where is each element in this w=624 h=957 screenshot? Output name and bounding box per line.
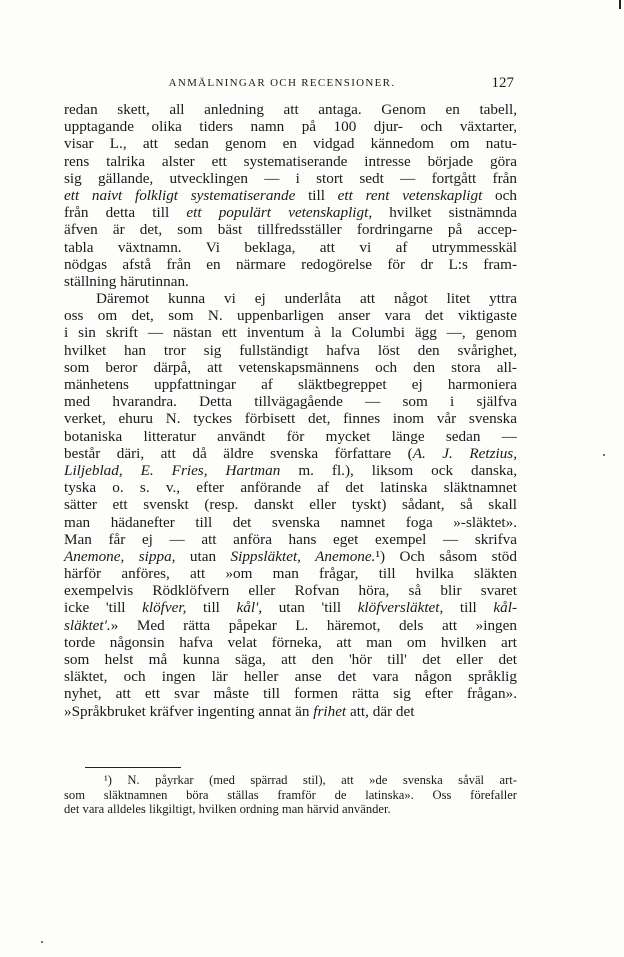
scan-speck (603, 454, 605, 456)
text-run: släktet, och ingen lär heller anse det vara någon språklig (64, 668, 517, 686)
text-line (64, 393, 517, 410)
text-run: nyhet, att ett svar måste till formen rätta sig efter frågan». (64, 685, 517, 703)
text-line (64, 153, 517, 170)
text-run: man hädanefter till det svenska namnet foga »-släktet». (64, 513, 517, 531)
footnote-line (64, 773, 517, 788)
text-line (64, 324, 517, 341)
page-number: 127 (491, 75, 514, 91)
text-run: som helst må kunna säga, att den 'hör till' det eller det (64, 651, 517, 668)
text-line (64, 135, 517, 152)
text-line (64, 445, 517, 462)
text-run: består däri, att då äldre svenska författare ( (64, 444, 413, 462)
text-run: » Med rätta påpekar L. häremot, dels att »ingen (110, 616, 517, 634)
text-run: till (295, 186, 338, 204)
italic-text: släktet'. (64, 616, 111, 634)
text-line (64, 187, 517, 204)
text-line (64, 359, 517, 376)
text-run: och (482, 186, 517, 204)
text-run: ¹) Och såsom stöd (375, 547, 517, 565)
running-head: ANMÄLNINGAR OCH RECENSIONER. (168, 77, 396, 89)
italic-text: A. J. Retzius, (412, 444, 517, 462)
text-line (64, 290, 517, 307)
text-line (64, 170, 517, 187)
text-run: ¹) N. påyrkar (med spärrad stil), att »de svenska såväl art- (104, 773, 517, 787)
text-run: mänhetens uppfattningar af släktbegreppet ej harmoniera (64, 376, 517, 393)
text-line (64, 221, 517, 238)
text-line (64, 496, 517, 513)
text-line (64, 668, 517, 685)
text-run: till (186, 599, 237, 617)
text-run: sig gällande, utvecklingen — i stort sedt — fortgått från (64, 169, 517, 187)
text-run: oss om det, som N. uppenbarligen anser vara det viktigaste (64, 307, 517, 325)
text-run: upptagande olika tiders namn på 100 djur- och växtarter, (64, 118, 517, 136)
text-line (64, 565, 517, 582)
text-line (64, 410, 517, 427)
italic-text: klöfversläktet, (357, 599, 444, 617)
text-line (64, 617, 517, 634)
italic-text: ett naivt folkligt systematiserande (64, 186, 296, 204)
text-run: äfven är det, som bäst tillfredsställer fordringarne på accep- (64, 221, 517, 239)
italic-text: Sippsläktet, Anemone. (230, 547, 376, 565)
scan-speck (41, 941, 43, 943)
text-line (64, 634, 517, 651)
text-run: torde någonsin hafva velat förneka, att man om hvilken art (64, 633, 517, 651)
text-run: som släktnamnen böra ställas framför de latinska». Oss förefaller (64, 787, 517, 802)
footnote-divider (85, 767, 181, 768)
text-line (64, 703, 517, 720)
text-run: hvilket sistnämnda (372, 204, 517, 222)
text-run: som beror därpå, att vetenskapsmännens och den stora all- (64, 358, 517, 376)
footnotes (64, 773, 517, 817)
footnote-line (64, 802, 517, 817)
text-run: härför anföres, att »om man frågar, till hvilka släkten (64, 565, 517, 583)
text-line (64, 256, 517, 273)
text-run: ställning härutinnan. (64, 272, 189, 290)
body-text (64, 101, 517, 720)
text-line (64, 462, 517, 479)
text-run: hvilket han tror sig fullständigt hafva löst den svårighet, (64, 341, 517, 359)
text-line (64, 651, 517, 668)
text-line (64, 428, 517, 445)
italic-text: kål', (236, 599, 263, 617)
italic-text: klöfver, (142, 599, 187, 617)
text-run: sätter ett svenskt (resp. danskt eller tyskt) sådant, så skall (64, 496, 517, 514)
text-run: botaniska litteratur användt för mycket länge sedan — (64, 427, 517, 445)
text-run: Däremot kunna vi ej underlåta att något litet yttra (96, 290, 517, 308)
text-line (64, 239, 517, 256)
text-line (64, 599, 517, 616)
text-run: verket, ehuru N. tyckes förbisett det, finnes inom vår svenska (64, 410, 517, 428)
text-run: exempelvis Rödklöfvern eller Rofvan höra, så blir svaret (64, 582, 517, 600)
text-line (64, 307, 517, 324)
italic-text: ett populärt vetenskapligt, (186, 204, 373, 222)
text-line (64, 273, 517, 290)
text-line (64, 101, 517, 118)
text-line (64, 548, 517, 565)
text-run: Man får ej — att anföra hans eget exempel — skrifva (64, 530, 517, 548)
text-run: redan skett, all anledning att antaga. Genom en tabell, (64, 101, 517, 118)
italic-text: Anemone, sippa, (64, 547, 176, 565)
text-run: icke 'till (64, 599, 143, 617)
text-run: »Språkbruket kräfver ingenting annat än (64, 702, 314, 720)
text-run: i sin skrift — nästan ett inventum à la Columbi ägg —, genom (64, 324, 517, 342)
text-run: från detta till (64, 204, 187, 222)
text-line (64, 342, 517, 359)
text-run: till (443, 599, 494, 617)
text-run: tabla växtnamn. Vi beklaga, att vi af utrymmesskäl (64, 238, 517, 256)
text-run: det vara alldeles likgiltigt, hvilken ordning man härvid använder. (64, 802, 391, 817)
text-run: visar L., att sedan genom en vidgad kännedom om natu- (64, 135, 517, 153)
text-run: m. fl.), liksom ock danska, (280, 461, 517, 479)
italic-text: ett rent vetenskapligt (337, 186, 483, 204)
text-line (64, 514, 517, 531)
text-line (64, 685, 517, 702)
text-line (64, 479, 517, 496)
text-line (64, 582, 517, 599)
text-run: utan (175, 547, 231, 565)
text-run: att, där det (346, 702, 415, 720)
page-header (48, 75, 516, 95)
italic-text: frihet (313, 702, 347, 720)
text-line (64, 204, 517, 221)
text-run: rens talrika alster ett systematiserande intresse började göra (64, 152, 517, 170)
italic-text: kål- (493, 599, 518, 617)
text-run: med hvarandra. Detta tillvägagående — som i själfva (64, 393, 517, 411)
text-line (64, 376, 517, 393)
footnote-line (64, 788, 517, 803)
text-run: tyska o. s. v., efter anförande af det latinska släktnamnet (64, 479, 517, 497)
margin-mark (619, 0, 621, 9)
text-line (64, 118, 517, 135)
italic-text: Liljeblad, E. Fries, Hartman (64, 461, 281, 479)
text-run: nödgas afstå från en närmare redogörelse för dr L:s fram- (64, 255, 517, 273)
text-run: utan 'till (262, 599, 358, 617)
text-line (64, 531, 517, 548)
